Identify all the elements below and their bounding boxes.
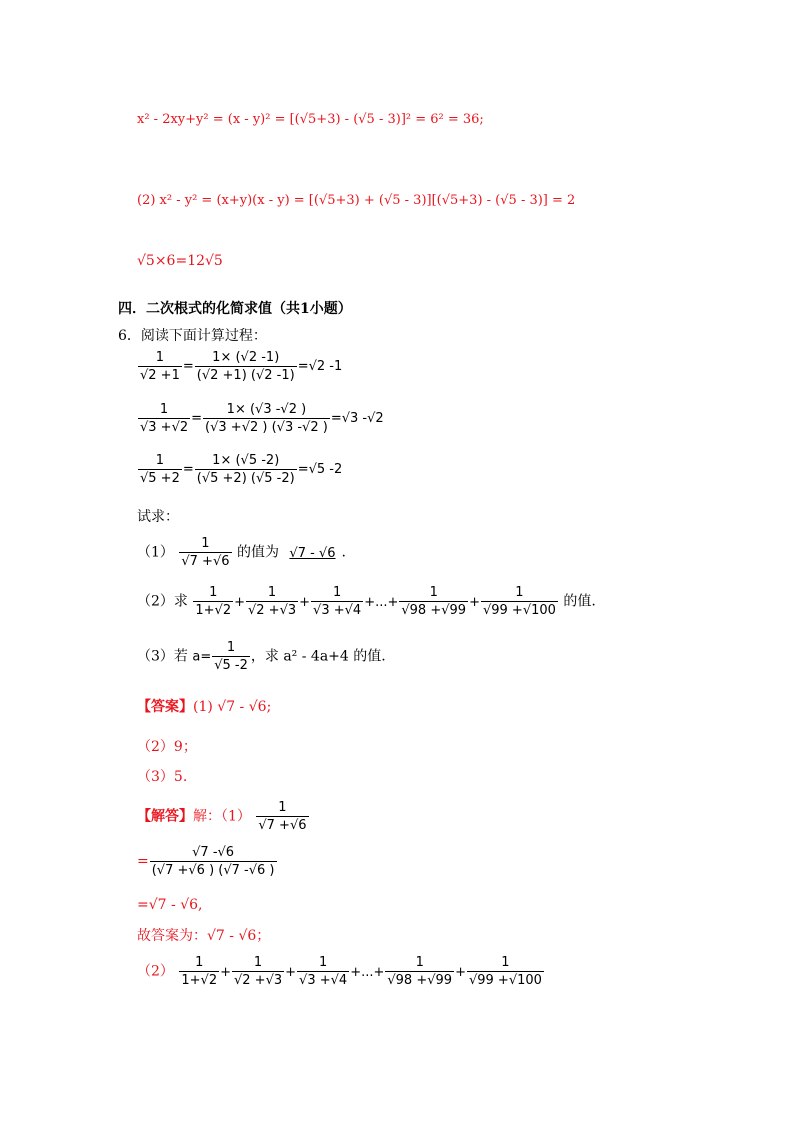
answer-blank: √7 - √6	[289, 545, 336, 561]
fraction: $\frac{1}{√5 +2}$	[140, 453, 180, 486]
fraction-denominator: √98 +√99	[387, 973, 453, 988]
plus-operator: +	[234, 594, 245, 610]
solution-line-2	[137, 193, 575, 208]
question-part-2: （2）求 $\frac{1}{1+√2}$ + $\frac{1}{√2 +√3}$ + $\frac{1}{√3 +√4}$ +...+ $\frac{1}{√98 +√99}$ + $\frac{1}{√99 +√100}$ 的值.	[137, 585, 596, 618]
fraction-denominator: √2 +√3	[234, 973, 283, 988]
fraction-term	[232, 955, 284, 988]
question-part-1: （1） $\frac{1}{√7 +√6}$ 的值为 √7 - √6 .	[137, 536, 346, 569]
question-intro: 6．阅读下面计算过程：	[118, 328, 267, 344]
fraction-term	[297, 955, 349, 988]
fraction-numerator: 1	[267, 585, 277, 600]
fraction-term	[399, 585, 468, 618]
fraction: $\frac{1}{√3 +√2}$	[140, 402, 189, 435]
fraction-denominator: √99 +√100	[468, 973, 542, 988]
fraction-denominator: √3 +√4	[299, 973, 348, 988]
fraction-numerator: 1	[195, 955, 204, 970]
plus-operator: +	[455, 964, 466, 980]
equation-text: x² - 2xy+y² = (x - y)² = [(√5+3) - (√5 - 3)]² = 6² = 36;	[137, 112, 484, 127]
example-row-1: $\frac{1}{√2 +1}$ = $\frac{1\times (√2 -1)}{(√2 +1) (√2 -1)}$ =√2 -1	[140, 350, 343, 383]
example-row-3: $\frac{1}{√5 +2}$ = $\frac{1\times (√5 -2)}{(√5 +2) (√5 -2)}$ =√5 -2	[140, 453, 343, 486]
fraction-numerator: 1	[501, 955, 510, 970]
fraction: $\frac{1}{√7 +√6}$	[258, 800, 307, 833]
fraction: $\frac{√7 -√6}{(√7 +√6 ) (√7 -√6 )}$	[151, 845, 275, 878]
fraction-numerator: 1	[332, 585, 342, 600]
question-part-3: （3）若 a= $\frac{1}{√5 -2}$ ，求 a² - 4a+4 的值.	[137, 640, 386, 673]
answer-line-3: （3）5.	[137, 769, 188, 785]
fraction-numerator: 1	[253, 955, 263, 970]
fraction: $\frac{1}{√7 +√6}$	[181, 536, 230, 569]
fraction: $\frac{1}{√2 +1}$	[140, 350, 180, 383]
fraction: $\frac{1\times (√5 -2)}{(√5 +2) (√5 -2)}$	[196, 453, 295, 486]
plus-operator: +	[285, 964, 297, 980]
plus-operator: +	[469, 594, 480, 610]
try-label: 试求：	[137, 509, 179, 525]
fraction: $\frac{1\times (√3 -√2 )}{(√3 +√2 ) (√3 -√2 )}$	[205, 402, 328, 435]
solution-line-3	[137, 253, 223, 269]
fraction-term	[179, 955, 219, 988]
solution-line-1	[137, 112, 484, 127]
fraction-denominator: √3 +√4	[313, 603, 362, 618]
answer-line-2: （2）9；	[137, 739, 197, 755]
fraction-denominator: √2 +√3	[248, 603, 297, 618]
solution-step-2: =√7 - √6,	[137, 897, 203, 913]
ellipsis-operator: +...+	[364, 594, 399, 610]
fraction-term	[311, 585, 363, 618]
fraction-term	[246, 585, 298, 618]
answer-line-1: 【答案】(1) √7 - √6;	[137, 699, 272, 715]
fraction-numerator: 1	[429, 585, 438, 600]
fraction-numerator: 1	[415, 955, 424, 970]
ellipsis-operator: +...+	[350, 964, 385, 980]
fraction-term	[467, 955, 544, 988]
fraction-denominator: 1+√2	[195, 603, 232, 618]
fraction-term	[385, 955, 454, 988]
fraction-numerator: 1	[515, 585, 524, 600]
plus-operator: +	[299, 594, 311, 610]
fraction-numerator: 1	[209, 585, 218, 600]
equation-text: √5×6=12√5	[137, 253, 223, 269]
fraction-denominator: √99 +√100	[482, 603, 556, 618]
section-title: 四．二次根式的化简求值（共1小题）	[118, 301, 352, 317]
solution-step-1: = $\frac{√7 -√6}{(√7 +√6 ) (√7 -√6 )}$	[137, 845, 275, 878]
fraction-term	[193, 585, 233, 618]
fraction-denominator: 1+√2	[181, 973, 218, 988]
equation-text: (2) x² - y² = (x+y)(x - y) = [(√5+3) + (√5 - 3)][(√5+3) - (√5 - 3)] = 2	[137, 193, 576, 208]
fraction: $\frac{1}{√5 -2}$	[214, 640, 248, 673]
solution-part-2: （2） $\frac{1}{1+√2}$ + $\frac{1}{√2 +√3}$ + $\frac{1}{√3 +√4}$ +...+ $\frac{1}{√98 +√99}$ + $\frac{1}{√99 +√100}$	[137, 955, 545, 988]
example-row-2: $\frac{1}{√3 +√2}$ = $\frac{1\times (√3 -√2 )}{(√3 +√2 ) (√3 -√2 )}$ =√3 -√2	[140, 402, 384, 435]
answer-label: 【答案】	[137, 699, 193, 715]
fraction-denominator: √98 +√99	[401, 603, 467, 618]
fraction-term	[481, 585, 558, 618]
solution-label: 【解答】	[137, 808, 193, 825]
fraction: $\frac{1\times (√2 -1)}{(√2 +1) (√2 -1)}$	[196, 350, 295, 383]
solution-header: 【解答】解：（1） $\frac{1}{√7 +√6}$	[137, 800, 307, 833]
fraction-numerator: 1	[318, 955, 328, 970]
solution-final: 故答案为：√7 - √6；	[137, 928, 271, 944]
plus-operator: +	[220, 964, 231, 980]
